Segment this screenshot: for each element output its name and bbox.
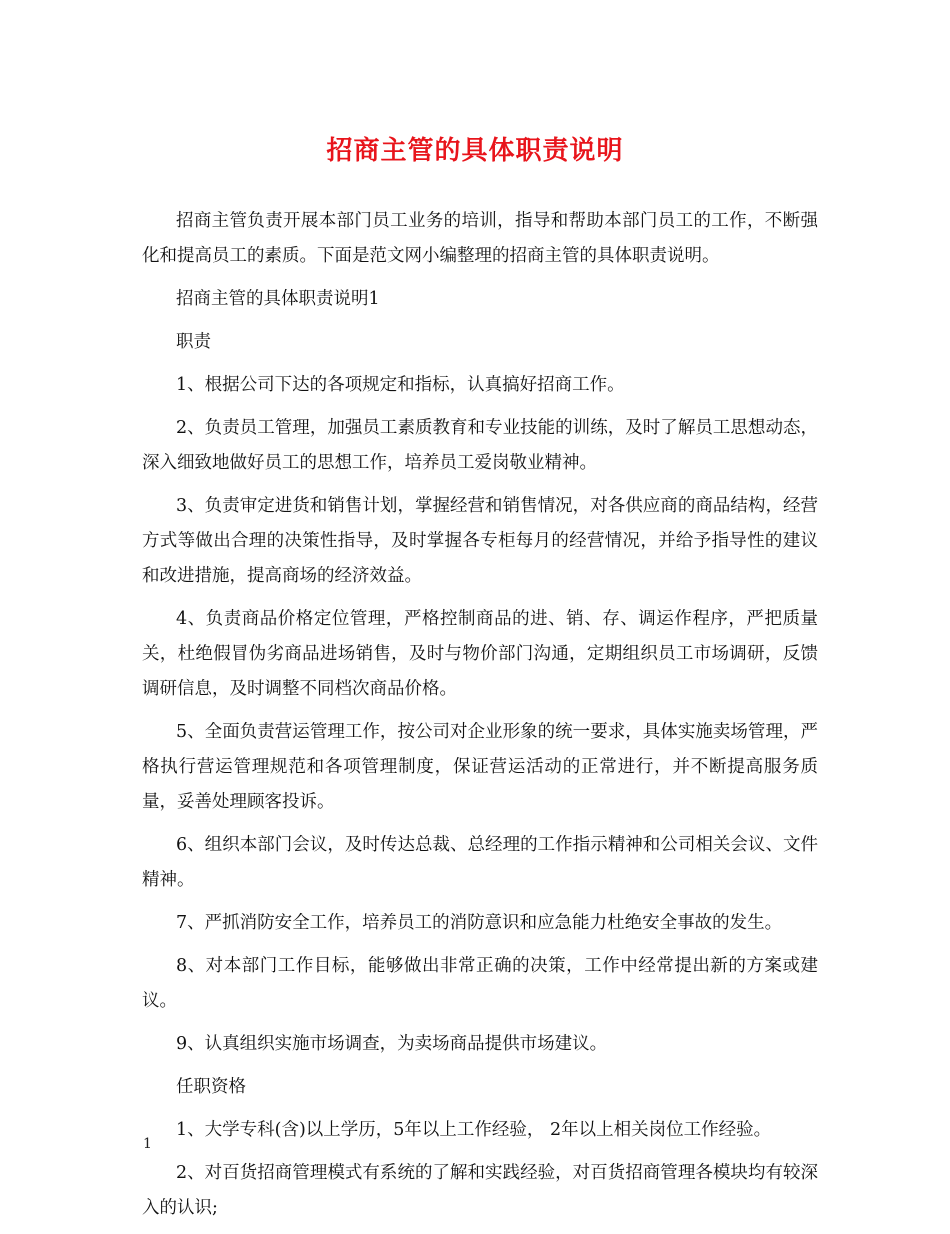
duty-item-7: 7、严抓消防安全工作，培养员工的消防意识和应急能力杜绝安全事故的发生。 (176, 913, 783, 933)
page-title: 招商主管的具体职责说明 (326, 136, 624, 166)
duty-item-8: 8、对本部门工作目标，能够做出非常正确的决策，工作中经常提出新的方案或建议。 (142, 956, 818, 1011)
subheading-duties: 职责 (176, 332, 211, 352)
section-heading-1: 招商主管的具体职责说明1 (176, 289, 380, 309)
duty-item-9: 9、认真组织实施市场调查，为卖场商品提供市场建议。 (176, 1034, 608, 1054)
duty-item-6: 6、组织本部门会议，及时传达总裁、总经理的工作指示精神和公司相关会议、文件精神。 (142, 835, 818, 890)
document-body (142, 204, 818, 1234)
qualification-item-2: 2、对百货招商管理模式有系统的了解和实践经验，对百货招商管理各模块均有较深入的认识; (142, 1163, 818, 1218)
intro-paragraph: 招商主管负责开展本部门员工业务的培训，指导和帮助本部门员工的工作，不断强化和提高员工的素质。下面是范文网小编整理的招商主管的具体职责说明。 (142, 211, 818, 266)
duty-item-1: 1、根据公司下达的各项规定和指标，认真搞好招商工作。 (176, 375, 625, 395)
duty-item-5: 5、全面负责营运管理工作，按公司对企业形象的统一要求，具体实施卖场管理，严格执行营运管理规范和各项管理制度，保证营运活动的正常进行，并不断提高服务质量，妥善处理顾客投诉。 (142, 722, 818, 812)
duty-item-4: 4、负责商品价格定位管理，严格控制商品的进、销、存、调运作程序，严把质量关，杜绝假冒伪劣商品进场销售，及时与物价部门沟通，定期组织员工市场调研，反馈调研信息，及时调整不同档次商品价格。 (142, 609, 818, 699)
subheading-qualifications: 任职资格 (176, 1077, 246, 1097)
qualification-item-1: 1、大学专科(含)以上学历，5年以上工作经验， 2年以上相关岗位工作经验。 (176, 1120, 772, 1140)
duty-item-3: 3、负责审定进货和销售计划，掌握经营和销售情况，对各供应商的商品结构，经营方式等做出合理的决策性指导，及时掌握各专柜每月的经营情况，并给予指导性的建议和改进措施，提高商场的经济效益。 (142, 496, 818, 586)
duty-item-2: 2、负责员工管理，加强员工素质教育和专业技能的训练，及时了解员工思想动态，深入细致地做好员工的思想工作，培养员工爱岗敬业精神。 (142, 418, 818, 473)
page-number: 1 (143, 1136, 152, 1152)
